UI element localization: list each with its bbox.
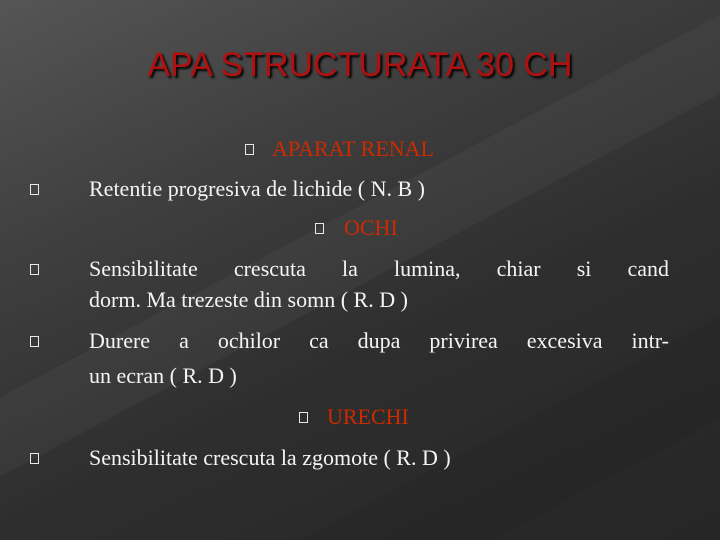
word: ochilor: [217, 328, 281, 353]
word: excesiva: [526, 328, 603, 353]
word: Durere: [89, 328, 151, 353]
bullet-icon: [30, 453, 39, 464]
bullet-icon: [299, 412, 308, 423]
list-item-second-line: dorm. Ma trezeste din somn ( R. D ): [89, 287, 408, 312]
bullet-icon: [30, 336, 39, 347]
list-item-second-line: un ecran ( R. D ): [89, 363, 237, 388]
section-heading-aparat-renal: APARAT RENAL: [272, 136, 434, 161]
bullet-icon: [245, 144, 254, 155]
list-item-text: Retentie progresiva de lichide ( N. B ): [89, 176, 426, 201]
slide-title: APA STRUCTURATA 30 CH: [147, 46, 573, 84]
word: Sensibilitate: [89, 256, 198, 281]
word: a: [179, 328, 189, 353]
word: dupa: [357, 328, 401, 353]
word: chiar: [496, 256, 541, 281]
word: ca: [309, 328, 329, 353]
list-item-first-line: [89, 328, 669, 354]
bullet-icon: [30, 264, 39, 275]
word: si: [576, 256, 592, 281]
word: crescuta: [233, 256, 306, 281]
word: lumina,: [393, 256, 461, 281]
word: intr-: [631, 328, 669, 353]
section-heading-urechi: URECHI: [327, 404, 409, 429]
bullet-icon: [315, 223, 324, 234]
word: cand: [627, 256, 669, 281]
bullet-icon: [30, 184, 39, 195]
list-item-first-line: [89, 256, 669, 282]
section-heading-ochi: OCHI: [344, 215, 398, 240]
word: privirea: [429, 328, 498, 353]
word: la: [341, 256, 358, 281]
list-item-text: Sensibilitate crescuta la zgomote ( R. D ): [89, 445, 451, 470]
